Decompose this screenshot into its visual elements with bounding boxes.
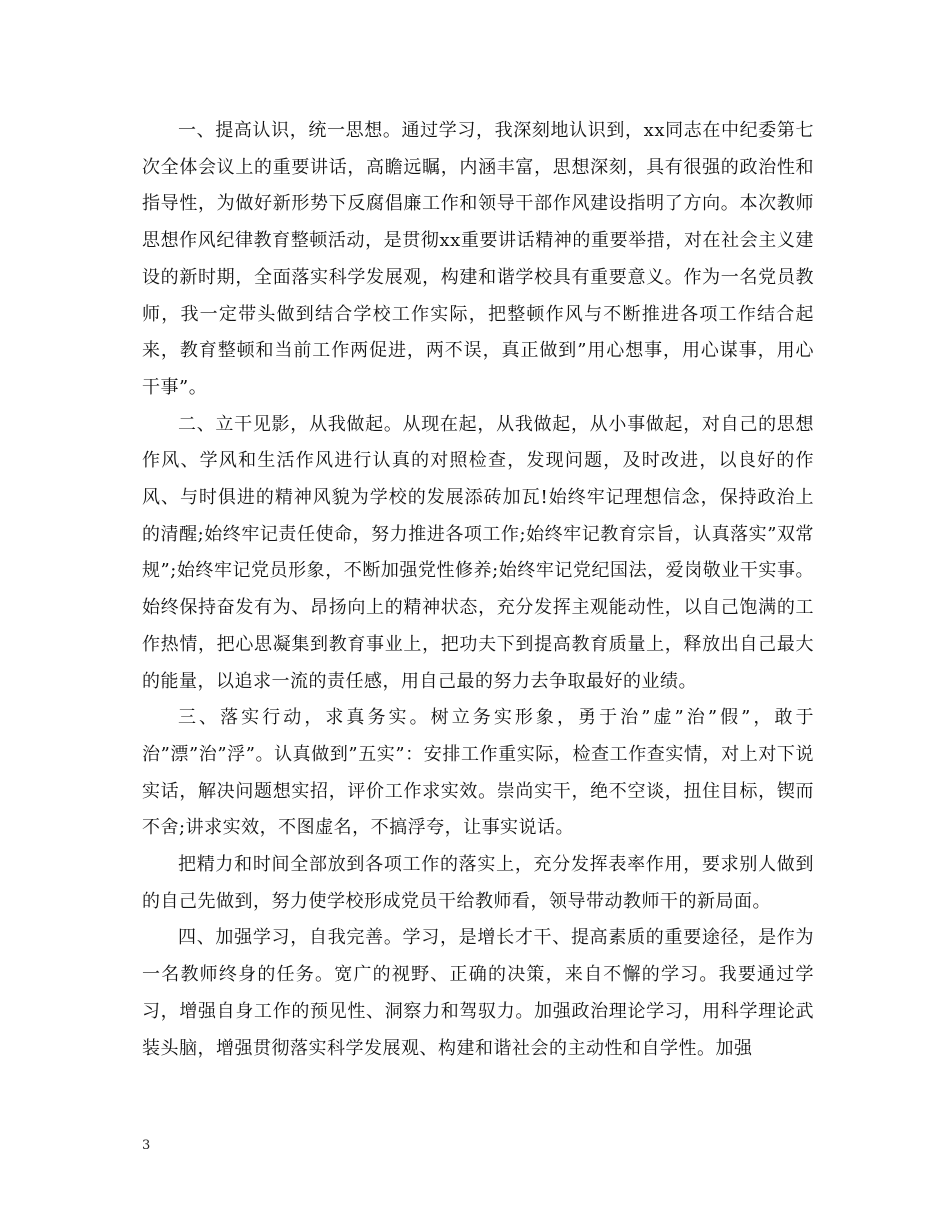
- page-number: 3: [142, 1138, 151, 1153]
- paragraph-1: 一、提高认识，统一思想。通过学习，我深刻地认识到，xx同志在中纪委第七次全体会议上的重要讲话，高瞻远瞩，内涵丰富，思想深刻，具有很强的政治性和指导性，为做好新形势下反腐倡廉工作和领导干部作风建设指明了方向。本次教师思想作风纪律教育整顿活动，是贯彻xx重要讲话精神的重要举措，对在社会主义建设的新时期，全面落实科学发展观，构建和谐学校具有重要意义。作为一名党员教师，我一定带头做到结合学校工作实际，把整顿作风与不断推进各项工作结合起来，教育整顿和当前工作两促进，两不误，真正做到”用心想事，用心谋事，用心干事”。: [142, 120, 814, 398]
- document-body: [142, 113, 814, 1067]
- paragraph-2: 二、立干见影，从我做起。从现在起，从我做起，从小事做起，对自己的思想作风、学风和生活作风进行认真的对照检查，发现问题，及时改进，以良好的作风、与时俱进的精神风貌为学校的发展添砖加瓦!始终牢记理想信念，保持政治上的清醒;始终牢记责任使命，努力推进各项工作;始终牢记教育宗旨，认真落实”双常规”;始终牢记党员形象，不断加强党性修养;始终牢记党纪国法，爱岗敬业干实事。始终保持奋发有为、昂扬向上的精神状态，充分发挥主观能动性，以自己饱满的工作热情，把心思凝集到教育事业上，把功夫下到提高教育质量上，释放出自己最大的能量，以追求一流的责任感，用自己最的努力去争取最好的业绩。: [142, 413, 814, 692]
- paragraph-3: 三、落实行动，求真务实。树立务实形象，勇于治”虚”治”假”，敢于治”漂”治”浮”。认真做到”五实”：安排工作重实际，检查工作查实情，对上对下说实话，解决问题想实招，评价工作求实效。崇尚实干，绝不空谈，扭住目标，锲而不舍;讲求实效，不图虚名，不搞浮夸，让事实说话。: [142, 707, 814, 839]
- paragraph-5: 四、加强学习，自我完善。学习，是增长才干、提高素质的重要途径，是作为一名教师终身的任务。宽广的视野、正确的决策，来自不懈的学习。我要通过学习，增强自身工作的预见性、洞察力和驾驭力。加强政治理论学习，用科学理论武装头脑，增强贯彻落实科学发展观、构建和谐社会的主动性和自学性。加强: [142, 927, 814, 1059]
- paragraph-4: 把精力和时间全部放到各项工作的落实上，充分发挥表率作用，要求别人做到的自己先做到，努力使学校形成党员干给教师看，领导带动教师干的新局面。: [142, 854, 814, 912]
